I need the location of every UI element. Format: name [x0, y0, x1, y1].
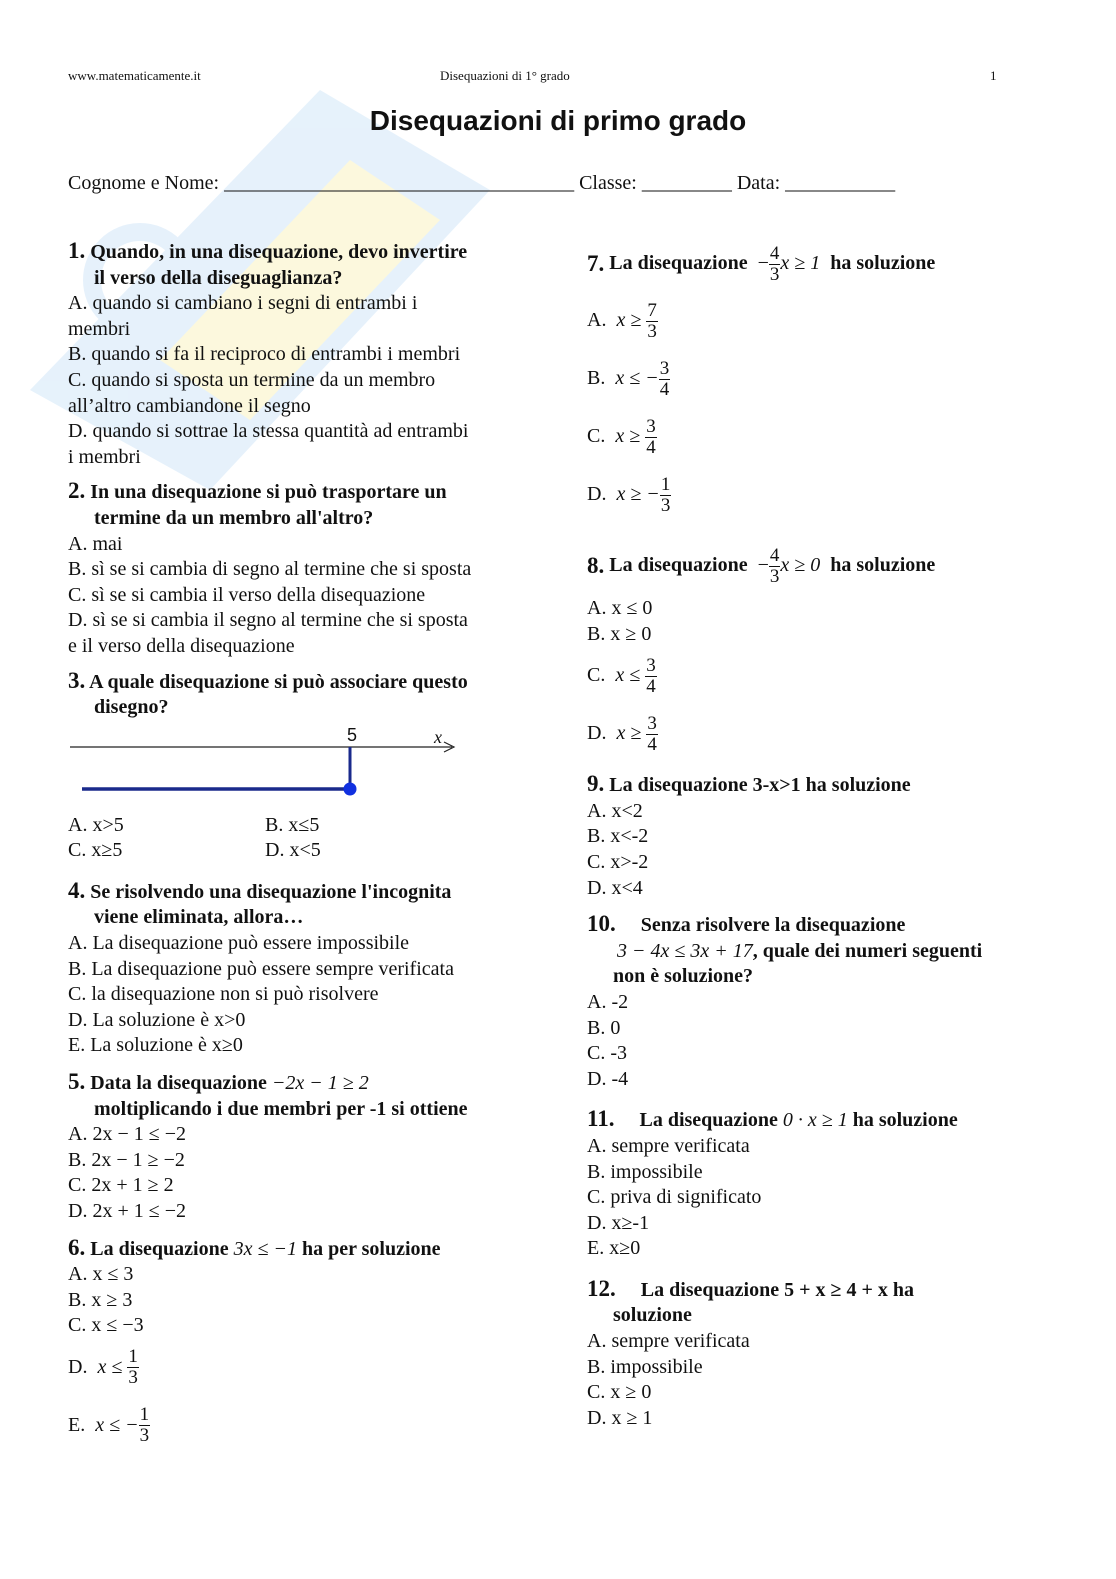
option-label: C. — [587, 664, 606, 687]
student-info-line: Cognome e Nome: ___________________________________ Classe: _________ Data: ___________ — [68, 172, 896, 194]
question-11 — [587, 1106, 1057, 1262]
option-c: C. 2x + 1 ≥ 2 — [68, 1174, 174, 1197]
option-a: A. x>5 — [68, 813, 124, 836]
question-expression: 0 · x ≥ 1 — [782, 1109, 848, 1132]
option-d: D. x<4 — [587, 876, 643, 899]
fraction-numerator: 1 — [660, 473, 671, 495]
fraction — [646, 714, 658, 755]
question-text: In una disequazione si può trasportare un — [90, 481, 447, 504]
question-8 — [587, 538, 1057, 763]
fraction — [646, 301, 658, 342]
option-expression: x ≥ — [616, 722, 642, 745]
question-number: 4. — [68, 877, 86, 903]
question-2 — [68, 478, 538, 659]
question-text: Senza risolvere la disequazione — [640, 914, 906, 937]
option-b: B. impossibile — [587, 1160, 703, 1183]
option-label: C. — [587, 425, 606, 448]
option-c: C. sì se si cambia il verso della disequazione — [68, 583, 426, 606]
question-text: La disequazione — [90, 1237, 229, 1260]
option-c: C. -3 — [587, 1042, 627, 1065]
question-text: ha per soluzione — [301, 1237, 441, 1260]
fraction — [769, 244, 781, 285]
option-b: B. quando si fa il reciproco di entrambi i membri — [68, 343, 461, 366]
fraction-numerator: 3 — [646, 654, 656, 676]
option-d: D. x≥-1 — [587, 1211, 650, 1234]
question-number: 10. — [587, 911, 616, 937]
option-expression: x ≥ − — [616, 483, 660, 506]
question-1 — [68, 238, 538, 470]
fraction-numerator: 3 — [646, 415, 656, 437]
option-label: A. — [587, 309, 607, 332]
option-d-cont: i membri — [68, 445, 141, 468]
question-text: La disequazione 5 + x ≥ 4 + x ha — [640, 1278, 915, 1301]
option-b: B. x ≥ 0 — [587, 622, 652, 645]
option-a: A. La disequazione può essere impossibile — [68, 932, 410, 955]
question-number: 7. — [587, 251, 605, 277]
option-c: C. x ≥ 0 — [587, 1381, 652, 1404]
option-d — [587, 705, 1057, 763]
option-c-cont: all’altro cambiandone il segno — [68, 394, 311, 417]
option-b: B. x≤5 — [265, 813, 320, 836]
fraction-numerator: 1 — [139, 1404, 150, 1426]
option-d: D. x ≥ 1 — [587, 1406, 653, 1429]
fraction-denominator: 4 — [659, 378, 670, 400]
option-b: B. 2x − 1 ≥ −2 — [68, 1148, 185, 1171]
figure-point-label: 5 — [347, 724, 358, 745]
question-9 — [587, 771, 1057, 901]
question-text: La disequazione 3-x>1 ha soluzione — [609, 774, 911, 797]
figure-axis-label: x — [434, 726, 442, 747]
question-text: A quale disequazione si può associare questo — [89, 670, 468, 693]
question-text: ha soluzione — [830, 554, 936, 577]
fraction-numerator: 3 — [659, 357, 670, 379]
option-a: A. quando si cambiano i segni di entrambi i — [68, 292, 418, 315]
question-text: Quando, in una disequazione, devo invertire — [90, 241, 468, 263]
fraction — [645, 656, 657, 697]
question-expression: −2x − 1 ≥ 2 — [271, 1072, 369, 1095]
option-b: B. 0 — [587, 1016, 621, 1039]
option-expression: x ≤ — [97, 1356, 123, 1379]
option-d: D. quando si sottrae la stessa quantità ad entrambi — [68, 420, 469, 443]
question-text: viene eliminata, allora… — [94, 906, 304, 929]
question-expression: 3 − 4x ≤ 3x + 17 — [617, 939, 753, 962]
question-number: 2. — [68, 478, 86, 504]
question-number: 3. — [68, 667, 86, 693]
option-c: C. x ≤ −3 — [68, 1314, 144, 1337]
question-expression: x ≥ 0 — [780, 554, 821, 577]
header-topic: Disequazioni di 1° grado — [440, 68, 570, 83]
option-d: D. 2x + 1 ≤ −2 — [68, 1200, 186, 1222]
fraction — [659, 359, 671, 400]
option-d: D. La soluzione è x>0 — [68, 1008, 246, 1031]
question-text: ha soluzione — [830, 252, 936, 275]
question-number: 1. — [68, 238, 86, 263]
option-b: B. impossibile — [587, 1355, 703, 1378]
question-text: Data la disequazione — [90, 1072, 267, 1095]
fraction-numerator: 4 — [769, 242, 780, 264]
option-expression: x ≥ — [615, 425, 641, 448]
question-text: non è soluzione? — [613, 965, 754, 988]
question-expression-sign: − — [757, 252, 769, 275]
question-text: La disequazione — [639, 1109, 778, 1132]
page-title: Disequazioni di primo grado — [369, 105, 747, 136]
option-expression: x ≥ — [616, 309, 642, 332]
option-a: A. -2 — [587, 990, 629, 1013]
fraction-denominator: 3 — [139, 1425, 150, 1447]
fraction — [645, 417, 657, 458]
question-12 — [587, 1276, 1057, 1432]
option-b: B. La disequazione può essere sempre verificata — [68, 957, 454, 980]
option-a: A. mai — [68, 532, 123, 555]
fraction-denominator: 3 — [128, 1367, 138, 1389]
option-a: A. x<2 — [587, 799, 643, 822]
question-text: soluzione — [613, 1304, 692, 1327]
boundary-point — [344, 782, 357, 795]
fraction — [139, 1405, 151, 1446]
option-d: D. x<5 — [265, 839, 321, 862]
option-c: C. x>-2 — [587, 850, 649, 873]
option-c: C. la disequazione non si può risolvere — [68, 983, 379, 1006]
option-d — [587, 466, 1057, 524]
right-column — [587, 236, 1057, 1431]
option-d: D. sì se si cambia il segno al termine che si sposta — [68, 609, 468, 632]
option-expression: x ≤ − — [615, 367, 659, 390]
question-text: il verso della diseguaglianza? — [94, 266, 343, 289]
header-page-number: 1 — [990, 68, 997, 83]
question-10 — [587, 911, 1057, 1092]
question-7 — [587, 236, 1057, 524]
option-c — [587, 647, 1057, 705]
option-d — [68, 1339, 538, 1397]
fraction-denominator: 4 — [646, 436, 656, 458]
option-e — [68, 1397, 538, 1455]
option-label: E. — [68, 1414, 86, 1437]
fraction — [127, 1347, 139, 1388]
option-label: D. — [587, 722, 607, 745]
option-e: E. x≥0 — [587, 1237, 641, 1260]
question-5 — [68, 1069, 538, 1225]
option-c: C. quando si sposta un termine da un membro — [68, 368, 436, 391]
header-site: www.matematicamente.it — [68, 68, 201, 83]
option-a-cont: membri — [68, 317, 131, 340]
fraction-denominator: 3 — [769, 565, 780, 587]
option-c: C. x≥5 — [68, 839, 123, 862]
option-b: B. sì se si cambia di segno al termine che si sposta — [68, 558, 472, 581]
fraction-denominator: 3 — [769, 263, 780, 285]
question-4 — [68, 878, 538, 1059]
question-text: termine da un membro all'altro? — [94, 506, 374, 529]
option-c — [587, 408, 1057, 466]
option-c: C. priva di significato — [587, 1186, 762, 1209]
option-label: B. — [587, 367, 606, 390]
option-a: A. sempre verificata — [587, 1134, 750, 1157]
question-number: 9. — [587, 771, 605, 797]
option-a: A. 2x − 1 ≤ −2 — [68, 1123, 186, 1146]
question-number: 6. — [68, 1234, 86, 1260]
fraction-denominator: 3 — [660, 494, 671, 516]
option-b — [587, 350, 1057, 408]
option-label: D. — [587, 483, 607, 506]
question-expression-sign: − — [757, 554, 769, 577]
fraction-numerator: 4 — [769, 544, 780, 566]
question-number: 12. — [587, 1275, 616, 1301]
question-text: La disequazione — [609, 252, 748, 275]
fraction-numerator: 7 — [647, 299, 657, 321]
option-expression: x ≤ − — [95, 1414, 139, 1437]
option-a: A. x ≤ 3 — [68, 1263, 134, 1286]
question-text: , quale dei numeri seguenti — [752, 939, 983, 962]
number-line-figure — [68, 721, 468, 813]
fraction-numerator: 1 — [128, 1346, 138, 1368]
question-6 — [68, 1235, 538, 1455]
option-a: A. x ≤ 0 — [587, 597, 653, 619]
fraction-denominator: 3 — [647, 320, 657, 342]
option-e: E. La soluzione è x≥0 — [68, 1034, 243, 1057]
question-text: Se risolvendo una disequazione l'incognita — [90, 880, 452, 903]
question-number: 5. — [68, 1069, 86, 1095]
option-expression: x ≤ — [615, 664, 641, 687]
question-3 — [68, 668, 538, 864]
option-d: D. -4 — [587, 1067, 629, 1090]
fraction-denominator: 4 — [647, 733, 657, 755]
option-b: B. x ≥ 3 — [68, 1288, 133, 1311]
question-number: 11. — [587, 1106, 615, 1132]
question-text: disegno? — [94, 696, 169, 719]
option-d-cont: e il verso della disequazione — [68, 634, 295, 657]
question-text: La disequazione — [609, 554, 748, 577]
question-expression: 3x ≤ −1 — [233, 1237, 297, 1260]
left-column — [68, 238, 538, 1455]
question-number: 8. — [587, 553, 605, 579]
fraction-numerator: 3 — [647, 712, 657, 734]
fraction — [660, 475, 672, 516]
option-a — [587, 292, 1057, 350]
fraction-denominator: 4 — [646, 675, 656, 697]
option-b: B. x<-2 — [587, 825, 649, 848]
question-text: ha soluzione — [852, 1109, 958, 1132]
question-expression: x ≥ 1 — [780, 252, 821, 275]
question-text: moltiplicando i due membri per -1 si ottiene — [94, 1097, 468, 1120]
fraction — [769, 546, 781, 587]
option-label: D. — [68, 1356, 88, 1379]
option-a: A. sempre verificata — [587, 1330, 750, 1353]
